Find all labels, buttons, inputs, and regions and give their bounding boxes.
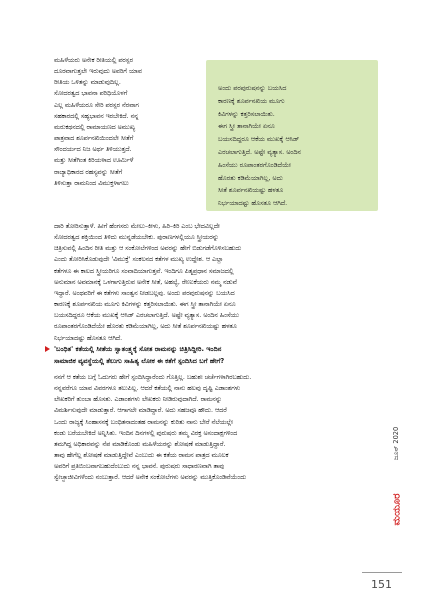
text-line: ಲೇಖಕರಿಗೆ ತುಂಬಾ ಹೊಸತು. ಎಡಾಂಶಗಳು ಲೇಖಕರು ನೀಡಿರುವುದಾಗಿದೆ. ರಾಮನನ್ನು (54, 396, 222, 404)
quote-line: ಕಾರಣಕ್ಕೆ ಶೂರ್ಪನಖಿಯ ಮೂಗು (218, 96, 285, 105)
magazine-brand (390, 481, 404, 537)
text-line: ನಿರ್ಭಯಾದಷ್ಟು ಹೊಸತೂ ಆಗಿದೆ. (54, 334, 123, 342)
text-line: ಅನುಮಾನ ಅವಮಾನಕ್ಕೆ ಒಳಗಾಗುತ್ತಿರುವ ಅನೇಕ ಸೀತೆ, ಅಹಲ್ಯೆ, ರೇಣುಕೆಯರು ನಮ್ಮ ನಡುವೆ (54, 278, 237, 286)
quote-line: ಹೊರತು ಕಡಿಮೆಯಾಗಿಲ್ಲ, ಅದು (218, 173, 283, 182)
text-line: ಅವರಿಗೆ ಪ್ರತಿಬಿಂಬವಾಗಬಹುದೆಂಬುದು ನನ್ನ ಭಾವನೆ. ಪುರುಷರು ಸಾಧಾರಣವಾಗಿ ತಾವು (54, 463, 225, 471)
text-line: ದಾರಿ ತೋರಿಸುತ್ತಾಳೆ. ಹೀಗೆ ಹೆಂಗಸರು ಮೇಲು–ಕೀಳು, ಹಿರಿ–ಕಿರಿ ಎಂಬ ಭೇದವಿಲ್ಲದೇ (54, 223, 220, 230)
left-column-text (54, 55, 200, 189)
quote-line: ನಿರ್ಭಯಾದಷ್ಟು ಹೊಸತೂ ಆಗಿದೆ. (218, 199, 288, 208)
quote-line: ಬಯಸದಿದ್ದರೂ ಆಕೆಯ ಮುಖಕ್ಕೆ ಆಸಿಡ್ (218, 135, 300, 144)
text-line: ಕಂಡು ಬರೆಯಬೇಕಿದೆ ಅನ್ನಿಸಿತು. ಇಂದಿನ ದಿನಗಳಲ್ಲಿ ಪುರುಷರು ತಮ್ಮ ವಿರಕ್ತ ಅಸಂದಾಕ್ಷಗಳಿಂದ (54, 429, 238, 437)
text-line: ರೂಪಾಂತರಗೊಂಡಿದೆಯೇ ಹೊರತು ಕಡಿಮೆಯಾಗಿಲ್ಲ, ಅದು ಸೀತೆ ಶೂರ್ಪನಖಿಯಷ್ಟು ಹಳತೂ (54, 323, 237, 331)
text-line: ಸಹಕಾರದಲ್ಲಿ ಸಹ್ಯಭಾವನ ಇರಬೇಕಿದೆ. ನನ್ನ (54, 112, 139, 120)
text-line: ನನಗೆ ಆ ಕತೆಯ ಬಗ್ಗೆ ಓದುಗರು ಹೇಗೆ ಸ್ಪಂದಿಸಿದ್ದಾರೆಂದು ಗೊತ್ತಿಲ್ಲ. ಬಹುಶಃ ಚರ್ಚೆಗಳಾಗಿರಬಹುದು. (54, 374, 252, 381)
issue-date (390, 413, 404, 473)
quote-line: ಹಿಂಸೆಯು ರೂಪಾಂತರಗೊಂಡಿದೆಯೇ (218, 160, 291, 169)
text-line: ರಾಜ್ಯಾಧಿಕಾರದ ರಹಸ್ಯವನ್ನು ಸೀತೆಗೆ (54, 168, 123, 176)
question-line: ಸಾಮಾಜಿಕ ವ್ಯವಸ್ಥೆಯಲ್ಲಿ ತೆಲುಗು ಸಾಹಿತ್ಯ ಲೋಕ ಈ ಕತೆಗೆ ಸ್ಪಂದಿಸಿದ ಬಗೆ ಹೇಗೆ? (54, 357, 225, 365)
text-line: ಪಾತ್ರವಾದ ಶೂರ್ಪನಖಿಯಿಂದಲೇ ಸೀತೆಗೆ (54, 135, 134, 143)
footer-divider (362, 572, 402, 573)
text-line: ಮತ್ತು ಸೀತೆಗಿಂತ ಕಿರಿಯಳಾದ ಊರ್ಮಿಳೆ (54, 157, 134, 165)
text-line: ಇದ್ದಾರೆ. ಅಂಥವರಿಗೆ ಈ ಕತೆಗಳು ಸಾಂತ್ವನ ನೀಡಬಲ್ಲವು. ಅಂದು ಪರಪುರುಷನನ್ನು ಬಯಸಿದ (54, 289, 235, 297)
text-line: ಕಾರಣಕ್ಕೆ ಶೂರ್ಪನಖಿಯ ಮೂಗು ಕಿವಿಗಳನ್ನು ಕತ್ತರಿಸಲಾಯಿತು. ಈಗ ಸ್ತ್ರೀ ತಾನಾಗಿಯೇ ಏನೂ (54, 301, 236, 309)
pull-quote-box (206, 60, 378, 211)
quote-line: ಅಂದು ಪರಪುರುಷನನ್ನು ಬಯಸಿದ (218, 84, 287, 92)
text-line: ಎಂದು ತೋರಿಸಿಕೊಡುವುದೇ 'ವಿಮುಕ್ತೆ' ಸಂಕಲನದ ಕತೆಗಳ ಮುಖ್ಯ ಉದ್ದೇಶ. ಆ ಎಲ್ಲಾ (54, 256, 224, 264)
text-line: ಸೋದರತ್ವದ ಭಾವನಾ ಪರಿಧಿಯೊಳಗೆ (54, 90, 128, 98)
question-line: 'ಬಂಧಿತ' ಕತೆಯಲ್ಲಿ ಸೀತೆಯ ಸ್ವಾತಂತ್ರ್ಯಕ್ಕೆ ಸೋತ ರಾಮನನ್ನು ಚಿತ್ರಿಸಿದ್ದೀರಿ. ಇಂದಿನ (54, 345, 222, 353)
interview-answer (54, 372, 378, 484)
text-line: ಮರುಕಥನದಲ್ಲಿ ರಾಮಾಯಣದ ಅಮುಖ್ಯ (54, 123, 136, 131)
text-line: ಚಿತ್ರಿಸುವಲ್ಲಿ ಹಿಂದಿನ ರೀತಿ ಮತ್ತು ಆ ಸಂಕೋಲೆಗಳಿಂದ ಅವರನ್ನು ಹೇಗೆ ಬಿಡುಗಡೆಗೊಳಿಸಬಹುದು (54, 245, 242, 253)
text-line: ಒಂದು ರಾಜ್ಯಕ್ಕೆ ಸಿಂಹಾಸನಕ್ಕೆ ಬಂಧಿತನಾದಂತಹ ರಾಮನನ್ನು ಕುರಿತು ನಾನು ಬೇರೆ ನೆಲೆಯಲ್ಲೇ (54, 418, 234, 426)
text-line: ರೀತಿಯ ಒಳಿತನ್ನು ಮಾಡುವುದಿಲ್ಲ. (54, 79, 121, 87)
text-line: ಸೋದರತ್ವದ ಶಕ್ತಿಯಿಂದ ತಿಳಿದು ಮುನ್ನಡೆಯಬೇಕು. ಪುರಾಣಗಳಲ್ಲಿಯೂ ಸ್ತ್ರೀಯರನ್ನು (54, 234, 219, 242)
issue-date-text: ಜೂನ್ 2020 (392, 426, 401, 460)
quote-line: ಎರಚಲಾಗುತ್ತಿದೆ. ಅಷ್ಟೇ ವ್ಯತ್ಯಾಸ. ಅಂದಿನ (218, 147, 301, 156)
text-line: ದೂರವಾಗುತ್ತಲೇ ಇರುವುದು ಅವರಿಗೆ ಯಾವ (54, 68, 142, 76)
triangle-bullet-icon (45, 346, 50, 352)
quote-line: ಕಿವಿಗಳನ್ನು ಕತ್ತರಿಸಲಾಯಿತು. (218, 109, 275, 118)
quote-line: ಈಗ ಸ್ತ್ರೀ ತಾನಾಗಿಯೇ ಏನೂ (218, 122, 275, 131)
magazine-brand-text: ಮಯೂರ (391, 493, 403, 525)
text-line: ತಮಗಿದ್ದ ಅಧಿಕಾರವನ್ನು ನೆಪ ಮಾಡಿಕೊಂಡು ಮಹಿಳೆಯರನ್ನು ಶೋಷಣೆ ಮಾಡುತ್ತಿದ್ದಾರೆ. (54, 440, 226, 448)
pull-quote-text (218, 82, 368, 210)
text-line: ಸ್ವೇಚ್ಛಾಜೀವಿಗಳೆಂದು ನಂಬುತ್ತಾರೆ. ಆದರೆ ಅನೇಕ ಸಂಕೋಲೆಗಳು ಅವರನ್ನು ಮುತ್ತಿಕೊಂಡಿವೆಯೆಂದು (54, 474, 247, 482)
text-line: ವಿಮರ್ಶಿಸುವುದೇ ಮಾಡುತ್ತಾರೆ. ಆಗಾಗಲೇ ಮಾಡಿದ್ದಾರೆ. ಅದು ಸಹಜವೂ ಹೌದು. ಆದರೆ (54, 407, 227, 415)
text-line: ಬಯಸದಿದ್ದರೂ ಆಕೆಯ ಮುಖಕ್ಕೆ ಆಸಿಡ್ ಎರಚಲಾಗುತ್ತಿದೆ. ಅಷ್ಟೇ ವ್ಯತ್ಯಾಸ. ಅಂದಿನ ಹಿಂಸೆಯು (54, 312, 239, 320)
text-line: ಮಹಿಳೆಯರು ಅನೇಕ ರೀತಿಯಲ್ಲಿ ಪರಸ್ಪರ (54, 57, 133, 64)
text-line: ಎಲ್ಲ ಮಹಿಳೆಯರೂ ಸೇರಿ ಪರಸ್ಪರ ನೆರವಾಗ (54, 101, 139, 109)
body-paragraph (54, 221, 378, 344)
text-line: ಕತೆಗಳೂ ಈ ಕಾಲದ ಸ್ತ್ರೀಯರಿಗೂ ಸಂವಾದಿಯಾಗುತ್ತವೆ. ಇಂದಿಗೂ ಪಿತೃಪ್ರಧಾನ ಸಮಾಜದಲ್ಲಿ (54, 267, 234, 275)
interview-question (54, 343, 384, 367)
page-number: 151 (371, 578, 392, 591)
text-line: ತಿಳಿಸುತ್ತಾ ರಾಮನಿಂದ ವಿಮುಕ್ತಳಾಗಲು (54, 179, 129, 187)
text-line: ನನ್ನವರೆಗೂ ಯಾವ ವಿವರಗಳೂ ತಲುಪಿಲ್ಲ. ಆದರೆ ಕತೆಯಲ್ಲಿ ನಾನು ಹಲವು ದೃಷ್ಟಿ ಎಡಾಂಶಗಳು (54, 385, 241, 393)
side-strip (388, 255, 406, 560)
quote-line: ಸೀತೆ ಶೂರ್ಪನಖಿಯಷ್ಟು ಹಳತೂ (218, 186, 284, 195)
text-line: ಸೌಂದರ್ಯದ ನಿಜ ಅರ್ಥ ತಿಳಿಯುತ್ತದೆ. (54, 146, 132, 154)
text-line: ತಾವು ಹೇಗೆಲ್ಲ ಶೋಷಣೆ ಮಾಡುತ್ತಿದ್ದೇವೆ ಎಂಬುದು ಈ ಕತೆಯ ರಾಮನ ಪಾತ್ರದ ಮೂಲಕ (54, 452, 229, 460)
